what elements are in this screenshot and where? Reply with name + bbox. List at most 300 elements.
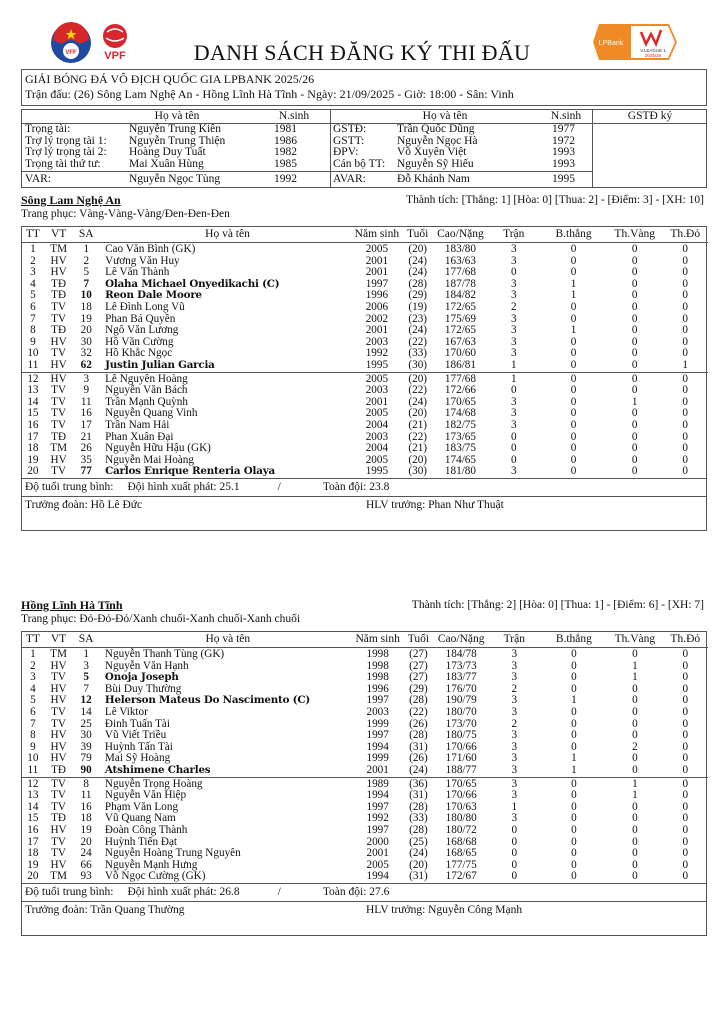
player-vt: TV [51, 407, 67, 420]
player-sa: 7 [83, 682, 89, 695]
player-sa: 39 [80, 740, 92, 753]
player-hw: 175/69 [444, 312, 476, 325]
player-year: 2003 [366, 705, 389, 718]
column-header-tt: TT [25, 633, 40, 645]
player-sa: 7 [83, 277, 90, 290]
player-row [22, 443, 708, 455]
player-tt: 16 [27, 823, 39, 836]
player-year: 1995 [365, 465, 389, 478]
player-age: (24) [408, 324, 428, 337]
player-year: 1998 [353, 648, 403, 661]
player-yellow: 0 [631, 384, 638, 397]
player-sa: 10 [80, 289, 92, 302]
player-matches: 3 [511, 729, 518, 742]
player-hw: 180/80 [445, 812, 477, 825]
player-red: 0 [682, 312, 689, 325]
official-left-year: 1986 [274, 134, 297, 147]
column-header-sa: SA [78, 228, 94, 240]
player-age: (25) [409, 835, 428, 848]
player-vt: HV [44, 372, 74, 385]
player-matches: 3 [511, 763, 518, 776]
player-matches: 3 [511, 752, 518, 765]
player-yellow: 0 [632, 717, 638, 730]
player-hw: 170/65 [444, 395, 476, 408]
player-hw: 170/66 [445, 740, 477, 753]
player-yellow: 0 [632, 752, 638, 765]
player-row [22, 765, 708, 777]
player-matches: 3 [510, 335, 517, 348]
player-row [22, 730, 708, 742]
player-goals: 0 [570, 430, 577, 443]
player-sa: 11 [80, 395, 92, 408]
official-right-year: 1995 [552, 173, 575, 185]
player-goals: 1 [571, 752, 577, 765]
officials-header-year-right: N.sinh [550, 110, 582, 122]
player-tt: 17 [27, 430, 39, 443]
player-red: 0 [682, 465, 689, 478]
player-vt: TV [51, 384, 67, 397]
player-matches: 0 [510, 453, 517, 466]
officials-header-year-left: N.sinh [278, 110, 310, 122]
player-hw: 172/65 [444, 324, 476, 337]
player-tt: 12 [22, 777, 44, 790]
player-age: (33) [408, 347, 428, 360]
official-left-year: 1992 [274, 173, 297, 185]
player-age: (28) [409, 729, 428, 742]
player-tt: 15 [27, 812, 39, 825]
player-red: 0 [662, 243, 708, 256]
player-sa: 11 [80, 789, 92, 802]
player-vt: TV [51, 395, 67, 408]
official-right-name: Nguyễn Ngọc Hà [397, 134, 478, 147]
player-sa: 2 [83, 254, 90, 267]
player-hw: 176/70 [445, 682, 477, 695]
player-hw: 172/66 [444, 384, 476, 397]
player-goals: 0 [570, 395, 577, 408]
player-matches: 0 [510, 430, 517, 443]
team-record: Thành tích: [Thắng: 2] [Hòa: 0] [Thua: 1] - [Điểm: 6] - [XH: 7] [411, 599, 704, 611]
player-matches: 0 [511, 847, 518, 860]
player-name: Ngô Văn Lương [105, 324, 179, 337]
player-tt: 11 [27, 358, 39, 371]
player-row [22, 243, 708, 256]
team-kit: Trang phục: Đỏ-Đỏ-Đỏ/Xanh chuối-Xanh chuối-Xanh chuối [21, 613, 301, 625]
player-matches: 3 [510, 254, 517, 267]
player-year: 2001 [365, 324, 389, 337]
player-age: (24) [408, 266, 428, 279]
player-sa: 17 [80, 418, 92, 431]
official-right-name: Trần Quốc Dũng [397, 123, 475, 135]
player-vt: HV [50, 740, 67, 753]
official-right-name: Nguyễn Sỹ Hiếu [397, 157, 474, 170]
player-age: (28) [409, 694, 428, 707]
player-year: 2005 [352, 243, 402, 256]
player-hw: 177/68 [444, 266, 476, 279]
player-red: 0 [682, 694, 689, 707]
player-goals: 0 [571, 682, 577, 695]
player-row [22, 466, 708, 478]
player-tt: 10 [27, 752, 39, 765]
player-matches: 3 [488, 648, 541, 661]
player-age: (20) [408, 407, 428, 420]
player-name: Lê Nguyên Hoàng [99, 372, 352, 385]
player-hw: 173/73 [445, 659, 477, 672]
player-sa: 90 [80, 763, 92, 776]
player-goals: 1 [571, 763, 577, 776]
player-tt: 8 [30, 729, 36, 742]
player-hw: 181/80 [444, 465, 476, 478]
official-right-year: 1993 [552, 157, 575, 170]
player-hw: 186/81 [444, 358, 476, 371]
player-goals: 0 [540, 372, 607, 385]
player-yellow: 0 [632, 823, 638, 836]
player-goals: 0 [571, 659, 577, 672]
player-year: 2000 [366, 835, 389, 848]
column-header-name: Họ và tên [205, 633, 251, 645]
player-age: (31) [409, 870, 428, 883]
player-age: (28) [408, 277, 428, 290]
player-sa: 1 [73, 243, 99, 256]
player-age: (23) [408, 312, 428, 325]
player-name: Vũ Quang Nam [104, 812, 176, 825]
player-year: 2005 [352, 372, 402, 385]
player-goals: 0 [571, 858, 577, 871]
player-row [22, 360, 708, 372]
column-header-year: Năm sinh [355, 633, 400, 645]
player-red: 0 [662, 372, 708, 385]
column-header-name: Họ và tên [205, 228, 250, 240]
player-vt: HV [50, 858, 67, 871]
player-red: 0 [682, 430, 689, 443]
player-name: Mai Sỹ Hoàng [104, 752, 171, 765]
player-goals: 0 [571, 870, 577, 883]
svg-text:VFF: VFF [65, 50, 77, 56]
player-year: 2001 [365, 254, 389, 267]
player-age: (29) [409, 682, 428, 695]
player-red: 0 [682, 442, 689, 455]
player-matches: 0 [510, 384, 517, 397]
player-tt: 18 [27, 847, 39, 860]
player-goals: 0 [570, 266, 577, 279]
player-name: Vương Văn Huy [105, 254, 180, 267]
player-yellow: 0 [631, 442, 638, 455]
official-left-role: VAR: [25, 173, 51, 185]
player-sa: 77 [80, 465, 92, 478]
player-name: Nguyễn Văn Hiệp [104, 789, 187, 802]
player-tt: 20 [27, 870, 39, 883]
player-name: Trần Mạnh Quỳnh [105, 395, 188, 408]
team-staff-row [22, 496, 706, 530]
player-red: 0 [682, 763, 689, 776]
player-name: Onoja Joseph [104, 671, 179, 684]
player-vt: HV [50, 682, 67, 695]
player-hw: 170/66 [445, 789, 477, 802]
player-goals: 0 [570, 335, 577, 348]
player-name: Nguyễn Trọng Hoàng [99, 777, 353, 790]
player-name: Justin Julian Garcia [105, 358, 215, 371]
official-left-role: Trợ lý trọng tài 2: [25, 146, 107, 158]
player-yellow: 0 [632, 694, 638, 707]
player-year: 1999 [366, 717, 389, 730]
player-red: 0 [682, 453, 689, 466]
player-matches: 0 [511, 870, 518, 883]
player-age: (24) [408, 254, 428, 267]
player-goals: 0 [541, 648, 608, 661]
player-row [22, 825, 708, 837]
official-right-year: 1993 [552, 146, 575, 158]
average-age-squad: Toàn đội: 27.6 [322, 885, 390, 898]
player-vt: HV [50, 266, 67, 279]
player-tt: 9 [30, 740, 36, 753]
column-header-matches: Trận [503, 228, 525, 240]
player-vt: HV [50, 254, 67, 267]
column-header-goals: B.thắng [555, 633, 592, 645]
player-name: Reon Dale Moore [105, 289, 202, 302]
player-sa: 32 [80, 347, 92, 360]
player-matches: 3 [510, 347, 517, 360]
page-title: DANH SÁCH ĐĂNG KÝ THI ĐẤU [193, 40, 531, 65]
player-year: 1994 [366, 740, 389, 753]
team-record: Thành tích: [Thắng: 1] [Hòa: 0] [Thua: 2] - [Điểm: 3] - [XH: 10] [406, 194, 704, 206]
player-yellow: 1 [632, 789, 638, 802]
player-tt: 4 [30, 277, 36, 290]
roster-table [21, 226, 707, 531]
player-yellow: 0 [632, 858, 638, 871]
player-matches: 2 [511, 682, 518, 695]
player-vt: HV [50, 335, 67, 348]
column-header-vt: VT [50, 633, 67, 645]
official-right-role: AVAR: [333, 173, 366, 185]
player-matches: 1 [487, 372, 540, 385]
player-hw: 183/77 [445, 671, 477, 684]
player-yellow: 0 [631, 300, 638, 313]
player-age: (22) [408, 335, 428, 348]
player-hw: 170/65 [434, 777, 488, 790]
player-age: (24) [409, 763, 428, 776]
player-yellow: 0 [631, 465, 638, 478]
official-right-year: 1977 [552, 123, 575, 135]
player-red: 0 [682, 300, 689, 313]
player-year: 2004 [365, 418, 389, 431]
player-tt: 14 [27, 800, 39, 813]
player-name: Nguyễn Thanh Tùng (GK) [99, 648, 353, 661]
player-sa: 14 [80, 705, 92, 718]
player-year: 1994 [366, 789, 389, 802]
svg-text:LPBank: LPBank [598, 40, 624, 47]
column-header-vt: VT [50, 228, 67, 240]
player-tt: 2 [30, 659, 36, 672]
player-name: Bùi Duy Thường [104, 682, 182, 695]
player-tt: 12 [22, 372, 44, 385]
column-header-goals: B.thắng [555, 228, 592, 240]
player-name: Lê Văn Thành [105, 266, 170, 279]
player-sa: 66 [80, 858, 92, 871]
player-age: (22) [408, 430, 428, 443]
player-sa: 20 [80, 835, 92, 848]
player-hw: 173/70 [445, 717, 477, 730]
player-sa: 5 [83, 266, 90, 279]
player-matches: 1 [510, 358, 517, 371]
player-tt: 5 [30, 289, 36, 302]
player-matches: 3 [511, 740, 518, 753]
player-sa: 18 [80, 812, 92, 825]
player-age: (28) [409, 800, 428, 813]
player-age: (33) [409, 812, 428, 825]
player-name: Võ Ngọc Cường (GK) [104, 870, 206, 883]
player-sa: 79 [80, 752, 92, 765]
player-vt: HV [50, 659, 67, 672]
player-matches: 3 [510, 465, 517, 478]
column-header-yellow: Th.Vàng [614, 633, 656, 645]
player-goals: 0 [570, 453, 577, 466]
player-yellow: 0 [632, 812, 638, 825]
player-tt: 15 [27, 407, 39, 420]
player-red: 0 [682, 254, 689, 267]
head-coach: HLV trưởng: Phan Như Thuật [366, 498, 504, 511]
player-vt: TV [51, 418, 67, 431]
player-name: Atshimene Charles [104, 763, 211, 776]
player-goals: 0 [571, 823, 577, 836]
player-tt: 11 [27, 763, 39, 776]
player-name: Lê Đình Long Vũ [105, 300, 185, 313]
player-hw: 171/60 [445, 752, 477, 765]
player-year: 1996 [366, 682, 389, 695]
player-hw: 182/75 [444, 418, 476, 431]
column-header-hw: Cao/Nặng [437, 228, 484, 240]
player-vt: TM [44, 243, 74, 256]
player-vt: TM [50, 442, 68, 455]
player-year: 2003 [365, 335, 389, 348]
player-sa: 35 [80, 453, 92, 466]
player-name: Nguyễn Văn Bách [105, 384, 188, 397]
average-age-row [22, 883, 706, 901]
player-sa: 62 [80, 358, 92, 371]
player-year: 1996 [365, 289, 389, 302]
player-tt: 1 [22, 243, 44, 256]
average-age-separator: / [277, 480, 281, 493]
player-yellow: 1 [632, 671, 638, 684]
player-yellow: 0 [632, 729, 638, 742]
player-tt: 7 [30, 312, 36, 325]
player-age: (27) [409, 659, 428, 672]
player-hw: 180/70 [445, 705, 477, 718]
player-age: (26) [409, 717, 428, 730]
player-vt: TV [51, 300, 67, 313]
player-vt: TĐ [51, 430, 67, 443]
player-red: 0 [663, 777, 708, 790]
player-year: 1992 [365, 347, 389, 360]
average-age-starting: Đội hình xuất phát: 25.1 [127, 480, 240, 493]
player-hw: 183/75 [444, 442, 476, 455]
player-red: 0 [682, 659, 689, 672]
player-vt: HV [50, 453, 67, 466]
player-hw: 184/82 [444, 289, 476, 302]
player-vt: TV [51, 347, 67, 360]
column-header-red: Th.Đỏ [670, 633, 701, 645]
player-yellow: 0 [632, 705, 638, 718]
column-header-tt: TT [25, 228, 40, 240]
player-age: (22) [408, 384, 428, 397]
player-age: (30) [408, 465, 428, 478]
player-year: 1997 [366, 729, 389, 742]
player-age: (31) [409, 740, 428, 753]
player-matches: 3 [510, 395, 517, 408]
player-yellow: 1 [632, 659, 638, 672]
player-vt: TĐ [51, 812, 67, 825]
player-goals: 0 [571, 835, 577, 848]
player-age: (21) [408, 442, 428, 455]
player-name: Nguyễn Quang Vinh [105, 407, 198, 420]
player-red: 1 [682, 358, 689, 371]
team-staff-row [22, 901, 706, 935]
player-name: Carlos Enrique Renteria Olaya [105, 465, 275, 478]
official-right-role: Cán bộ TT: [333, 157, 386, 170]
player-matches: 0 [511, 835, 518, 848]
player-year: 2005 [365, 453, 389, 466]
player-tt: 19 [27, 453, 39, 466]
column-header-age: Tuổi [407, 633, 430, 645]
player-year: 2001 [365, 266, 389, 279]
player-red: 0 [682, 682, 689, 695]
player-age: (27) [409, 671, 428, 684]
player-name: Đoàn Công Thành [104, 823, 188, 836]
player-tt: 8 [30, 324, 36, 337]
player-hw: 184/78 [434, 648, 488, 661]
player-yellow: 0 [607, 372, 663, 385]
player-sa: 20 [80, 324, 92, 337]
official-left-role: Trọng tài: [25, 123, 71, 135]
official-left-name: Mai Xuân Hùng [129, 157, 204, 170]
player-year: 1997 [366, 694, 389, 707]
player-hw: 187/78 [444, 277, 476, 290]
player-hw: 167/63 [444, 335, 476, 348]
player-hw: 163/63 [444, 254, 476, 267]
player-row [22, 707, 708, 719]
column-header-age: Tuổi [407, 228, 429, 240]
player-age: (19) [408, 300, 428, 313]
player-matches: 0 [511, 858, 518, 871]
team-manager: Trưởng đoàn: Hồ Lê Đức [25, 498, 143, 511]
player-tt: 6 [30, 705, 36, 718]
player-year: 1994 [366, 870, 389, 883]
player-red: 0 [682, 800, 689, 813]
official-left-name: Nguyễn Trung Thiện [129, 134, 226, 147]
player-tt: 10 [27, 347, 39, 360]
column-header-yellow: Th.Vàng [614, 228, 655, 240]
head-coach: HLV trưởng: Nguyễn Công Mạnh [366, 903, 523, 916]
player-age: (20) [409, 858, 428, 871]
player-vt: TĐ [51, 763, 67, 776]
player-sa: 3 [83, 659, 89, 672]
player-row [22, 848, 708, 860]
player-name: Phan Xuân Đại [105, 430, 174, 443]
player-year: 1998 [366, 659, 389, 672]
player-hw: 170/63 [445, 800, 477, 813]
player-age: (26) [409, 752, 428, 765]
player-matches: 3 [511, 694, 518, 707]
player-sa: 24 [80, 847, 92, 860]
player-matches: 3 [510, 418, 517, 431]
player-year: 1995 [365, 358, 389, 371]
player-red: 0 [682, 395, 689, 408]
svg-text:2025/26: 2025/26 [644, 53, 662, 58]
player-name: Vũ Viết Triều [104, 729, 167, 742]
player-name: Huỳnh Tấn Tài [104, 740, 173, 753]
average-age-starting: Đội hình xuất phát: 26.8 [127, 885, 240, 898]
player-goals: 0 [570, 347, 577, 360]
player-vt: HV [50, 823, 67, 836]
player-tt: 3 [30, 671, 36, 684]
